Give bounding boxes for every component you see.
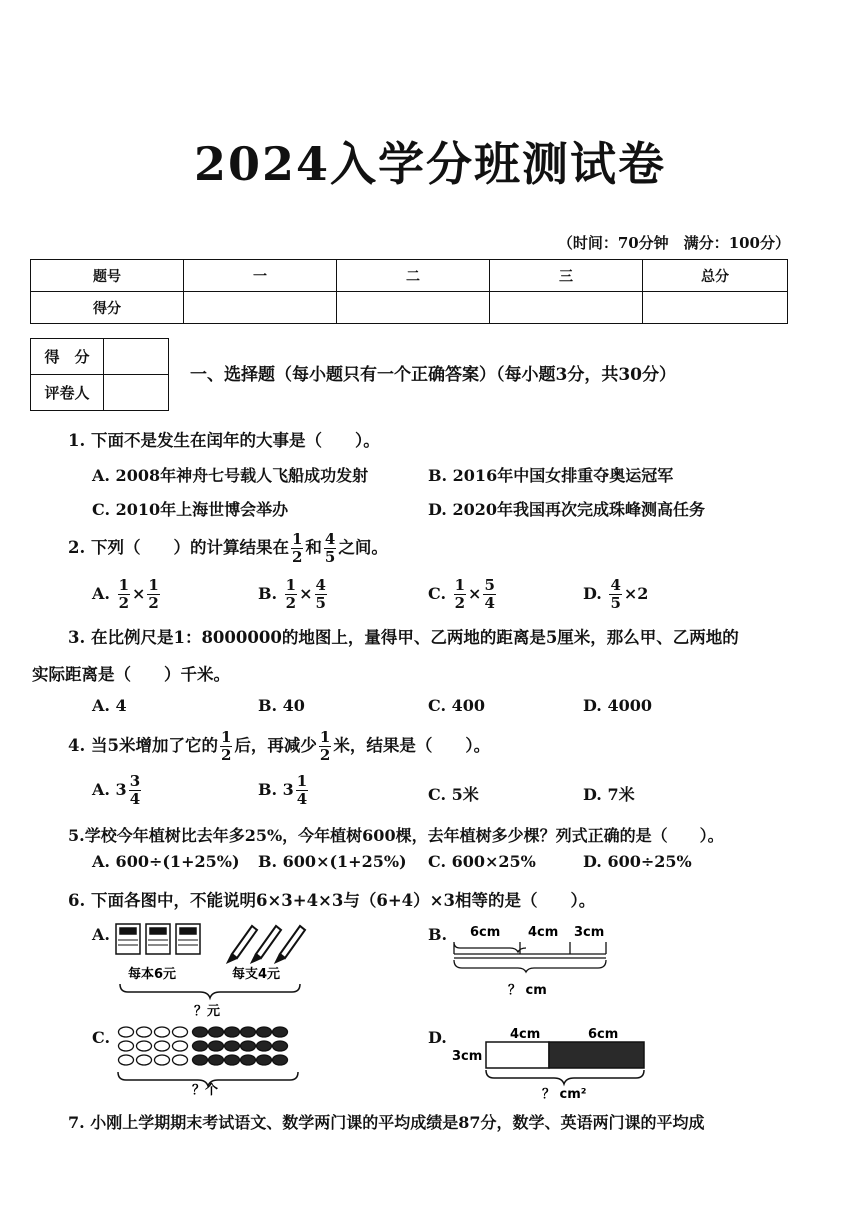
q6-option-d-label[interactable]: D. [428, 1028, 447, 1047]
q6-option-a-label[interactable]: A. [92, 925, 110, 944]
outlined-oval [173, 1055, 188, 1065]
outlined-oval [119, 1041, 134, 1051]
filled-oval [225, 1027, 240, 1037]
outlined-oval [119, 1055, 134, 1065]
question-3-line-2: 实际距离是（ ）千米。 [32, 665, 230, 684]
outlined-oval [155, 1041, 170, 1051]
filled-oval [273, 1041, 288, 1051]
filled-oval [225, 1055, 240, 1065]
q3-option-a[interactable]: A. 4 [92, 696, 127, 715]
question-4: 4. 当5米增加了它的 $\frac{1}{2}$ 后，再减少 $\frac{1}{2}$ 米，结果是（ ）。 [68, 728, 491, 764]
filled-oval [273, 1055, 288, 1065]
filled-oval [209, 1027, 224, 1037]
q6-option-b-label[interactable]: B. [428, 925, 448, 944]
filled-oval [257, 1041, 272, 1051]
q4-option-a[interactable]: A. 3 $\frac{3}{4}$ [92, 772, 141, 808]
grader-score-cell[interactable] [104, 339, 169, 375]
q6-a-total: ？元 [194, 1004, 221, 1018]
q2-option-d[interactable]: D. $\frac{4}{5}$ ×2 [583, 576, 649, 612]
question-7: 7. 小刚上学期期末考试语文、数学两门课的平均成绩是87分，数学、英语两门课的平均成 [68, 1113, 705, 1132]
grader-box [30, 338, 169, 411]
q6-figure-a [110, 918, 320, 1018]
fraction: $\frac{1}{2}$ [291, 530, 303, 566]
q4-option-d[interactable]: D. 7米 [583, 785, 635, 804]
filled-oval [257, 1027, 272, 1037]
filled-oval [225, 1041, 240, 1051]
q6-a-book-price: 每本6元 [128, 967, 177, 982]
question-3-line-1: 3. 在比例尺是1：8000000的地图上，量得甲、乙两地的距离是5厘米，那么甲、乙两地的 [68, 628, 739, 647]
q6-c-total: ？个 [192, 1083, 219, 1098]
q6-option-c-label[interactable]: C. [92, 1028, 111, 1047]
pen-icon [228, 926, 305, 962]
filled-oval [209, 1055, 224, 1065]
filled-oval [193, 1041, 208, 1051]
q3-option-c[interactable]: C. 400 [428, 696, 485, 715]
score-cell[interactable] [643, 292, 788, 324]
q6-b-total: ？ cm [508, 983, 547, 998]
outlined-oval [119, 1027, 134, 1037]
score-header-cell: 二 [337, 260, 490, 292]
q6-a-pen-price: 每支4元 [232, 967, 281, 982]
page-title: 2024入学分班测试卷 [193, 137, 667, 191]
question-1: 1. 下面不是发生在闰年的大事是（ ）。 [68, 431, 380, 450]
outlined-oval [137, 1027, 152, 1037]
q6-b-seg2: 4cm [528, 925, 559, 940]
outlined-oval [173, 1041, 188, 1051]
score-header-cell: 三 [490, 260, 643, 292]
outlined-oval [173, 1027, 188, 1037]
score-cell[interactable] [184, 292, 337, 324]
q2-option-c[interactable]: C. $\frac{1}{2}$ × $\frac{5}{4}$ [428, 576, 495, 612]
filled-oval [193, 1055, 208, 1065]
section-heading: 一、选择题（每小题只有一个正确答案）（每小题3分，共30分） [190, 365, 676, 385]
outlined-oval [155, 1055, 170, 1065]
score-header-cell: 题号 [31, 260, 184, 292]
q6-figure-b [446, 918, 616, 1000]
q2-option-a[interactable]: A. $\frac{1}{2}$ × $\frac{1}{2}$ [92, 576, 159, 612]
filled-oval [193, 1027, 208, 1037]
filled-oval [209, 1041, 224, 1051]
question-2: 2. 下列（ ）的计算结果在 $\frac{1}{2}$ 和 $\frac{4}{5}$ 之间。 [68, 530, 388, 566]
q5-option-c[interactable]: C. 600×25% [428, 852, 536, 871]
fraction: $\frac{4}{5}$ [324, 530, 336, 566]
grader-name-label: 评卷人 [31, 375, 104, 411]
filled-oval [257, 1055, 272, 1065]
question-6: 6. 下面各图中，不能说明6×3+4×3与（6+4）×3相等的是（ ）。 [68, 891, 596, 910]
q6-d-height: 3cm [452, 1049, 483, 1064]
q5-option-a[interactable]: A. 600÷(1+25%) [92, 852, 240, 871]
q6-d-width2: 6cm [588, 1027, 619, 1042]
q3-option-b[interactable]: B. 40 [258, 696, 305, 715]
filled-oval [241, 1041, 256, 1051]
q2-text: 2. 下列（ ）的计算结果在 [68, 538, 289, 557]
score-cell[interactable] [490, 292, 643, 324]
q6-b-seg1: 6cm [470, 925, 501, 940]
score-row-label: 得分 [31, 292, 184, 324]
q5-option-d[interactable]: D. 600÷25% [583, 852, 692, 871]
q6-figure-c [114, 1020, 314, 1098]
q5-option-b[interactable]: B. 600×(1+25%) [258, 852, 407, 871]
q6-figure-d [446, 1022, 656, 1102]
filled-oval [273, 1027, 288, 1037]
score-table [30, 259, 788, 324]
grader-score-label: 得 分 [31, 339, 104, 375]
outlined-oval [155, 1027, 170, 1037]
q4-option-b[interactable]: B. 3 $\frac{1}{4}$ [258, 772, 308, 808]
grader-name-cell[interactable] [104, 375, 169, 411]
q1-option-b[interactable]: B. 2016年中国女排重夺奥运冠军 [428, 466, 674, 485]
score-cell[interactable] [337, 292, 490, 324]
q4-option-c[interactable]: C. 5米 [428, 785, 479, 804]
q6-d-width1: 4cm [510, 1027, 541, 1042]
filled-oval [241, 1055, 256, 1065]
outlined-oval [137, 1041, 152, 1051]
score-header-cell: 一 [184, 260, 337, 292]
notebook-icon [116, 924, 200, 954]
filled-oval [241, 1027, 256, 1037]
q1-option-a[interactable]: A. 2008年神舟七号载人飞船成功发射 [92, 466, 369, 485]
q2-option-b[interactable]: B. $\frac{1}{2}$ × $\frac{4}{5}$ [258, 576, 326, 612]
q1-option-d[interactable]: D. 2020年我国再次完成珠峰测高任务 [428, 500, 705, 519]
outlined-oval [137, 1055, 152, 1065]
q3-option-d[interactable]: D. 4000 [583, 696, 652, 715]
q6-b-seg3: 3cm [574, 925, 605, 940]
exam-meta: （时间：70分钟 满分：100分） [557, 234, 790, 252]
q6-d-total: ？ cm² [542, 1087, 587, 1102]
q1-option-c[interactable]: C. 2010年上海世博会举办 [92, 500, 289, 519]
score-header-cell: 总分 [643, 260, 788, 292]
question-5: 5.学校今年植树比去年多25%，今年植树600棵，去年植树多少棵？列式正确的是（ ）。 [68, 826, 724, 845]
